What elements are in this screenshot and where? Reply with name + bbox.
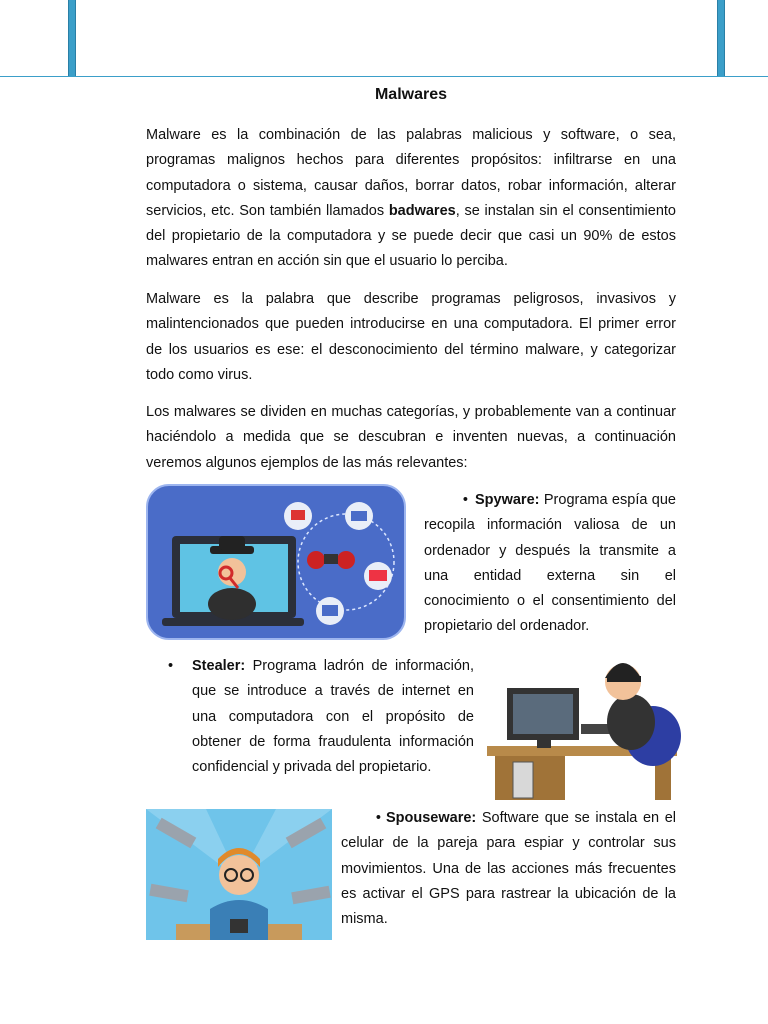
badwares-term: badwares (388, 202, 456, 219)
paragraph-categories: Los malwares se dividen en muchas categorías, y probablemente van a continuar haciéndolo a medida que se descubran e inventen nuevas, a continuación veremos algunos ejemplos de las más relevantes: (146, 404, 676, 471)
bullet-stealer: • (168, 658, 174, 674)
bullet-spouseware: • (375, 810, 381, 826)
stealer-illustration (485, 648, 681, 800)
spouseware-desc: Software que se instala en el celular de la pareja para espiar y controlar sus movimientos. Una de las acciones más frecuentes es activar el GPS para rastrear la ubicación de la misma. (341, 810, 676, 928)
spyware-illustration (146, 484, 408, 642)
spyware-term: Spyware: (475, 492, 540, 508)
page-title: Malwares (374, 86, 448, 103)
paragraph-definition-text-a: Malware es la combinación de las palabras malicious y software, o sea, programas malignos hechos para diferentes propósitos: infiltrarse en una computadora o sistema, causar daños, borrar datos, robar información, alterar servicios, etc. Son también llamados (146, 127, 676, 219)
list-item-spyware (424, 488, 676, 640)
spouseware-term: Spouseware: (386, 810, 477, 826)
paragraph-definition (146, 123, 676, 275)
paragraph-definition-text-b: , se instalan sin el consentimiento del propietario de la computadora y se puede decir que casi un 90% de estos malwares entran en acción sin que el usuario lo perciba. (146, 202, 676, 270)
stealer-term: Stealer: (192, 658, 246, 674)
spyware-desc: Programa espía que recopila información valiosa de un ordenador y después la transmite a una entidad externa sin el conocimiento o el consentimiento del propietario del ordenador. (424, 492, 676, 635)
header-right-bar (717, 0, 725, 77)
bullet-spyware: • (462, 492, 468, 508)
list-item-spouseware (341, 806, 676, 932)
stealer-desc: Programa ladrón de información, que se introduce a través de internet en una computadora con el propósito de obtener de forma fraudulenta información confidencial y privada del propietario. (192, 658, 474, 776)
header-rule (0, 76, 768, 77)
header-left-bar (68, 0, 76, 77)
list-item-stealer (192, 654, 474, 780)
spouseware-illustration (146, 809, 332, 940)
paragraph-description: Malware es la palabra que describe programas peligrosos, invasivos y malintencionados que pueden introducirse en una computadora. El primer error de los usuarios es ese: el desconocimiento del término malware, y categorizar todo como virus. (146, 291, 676, 383)
